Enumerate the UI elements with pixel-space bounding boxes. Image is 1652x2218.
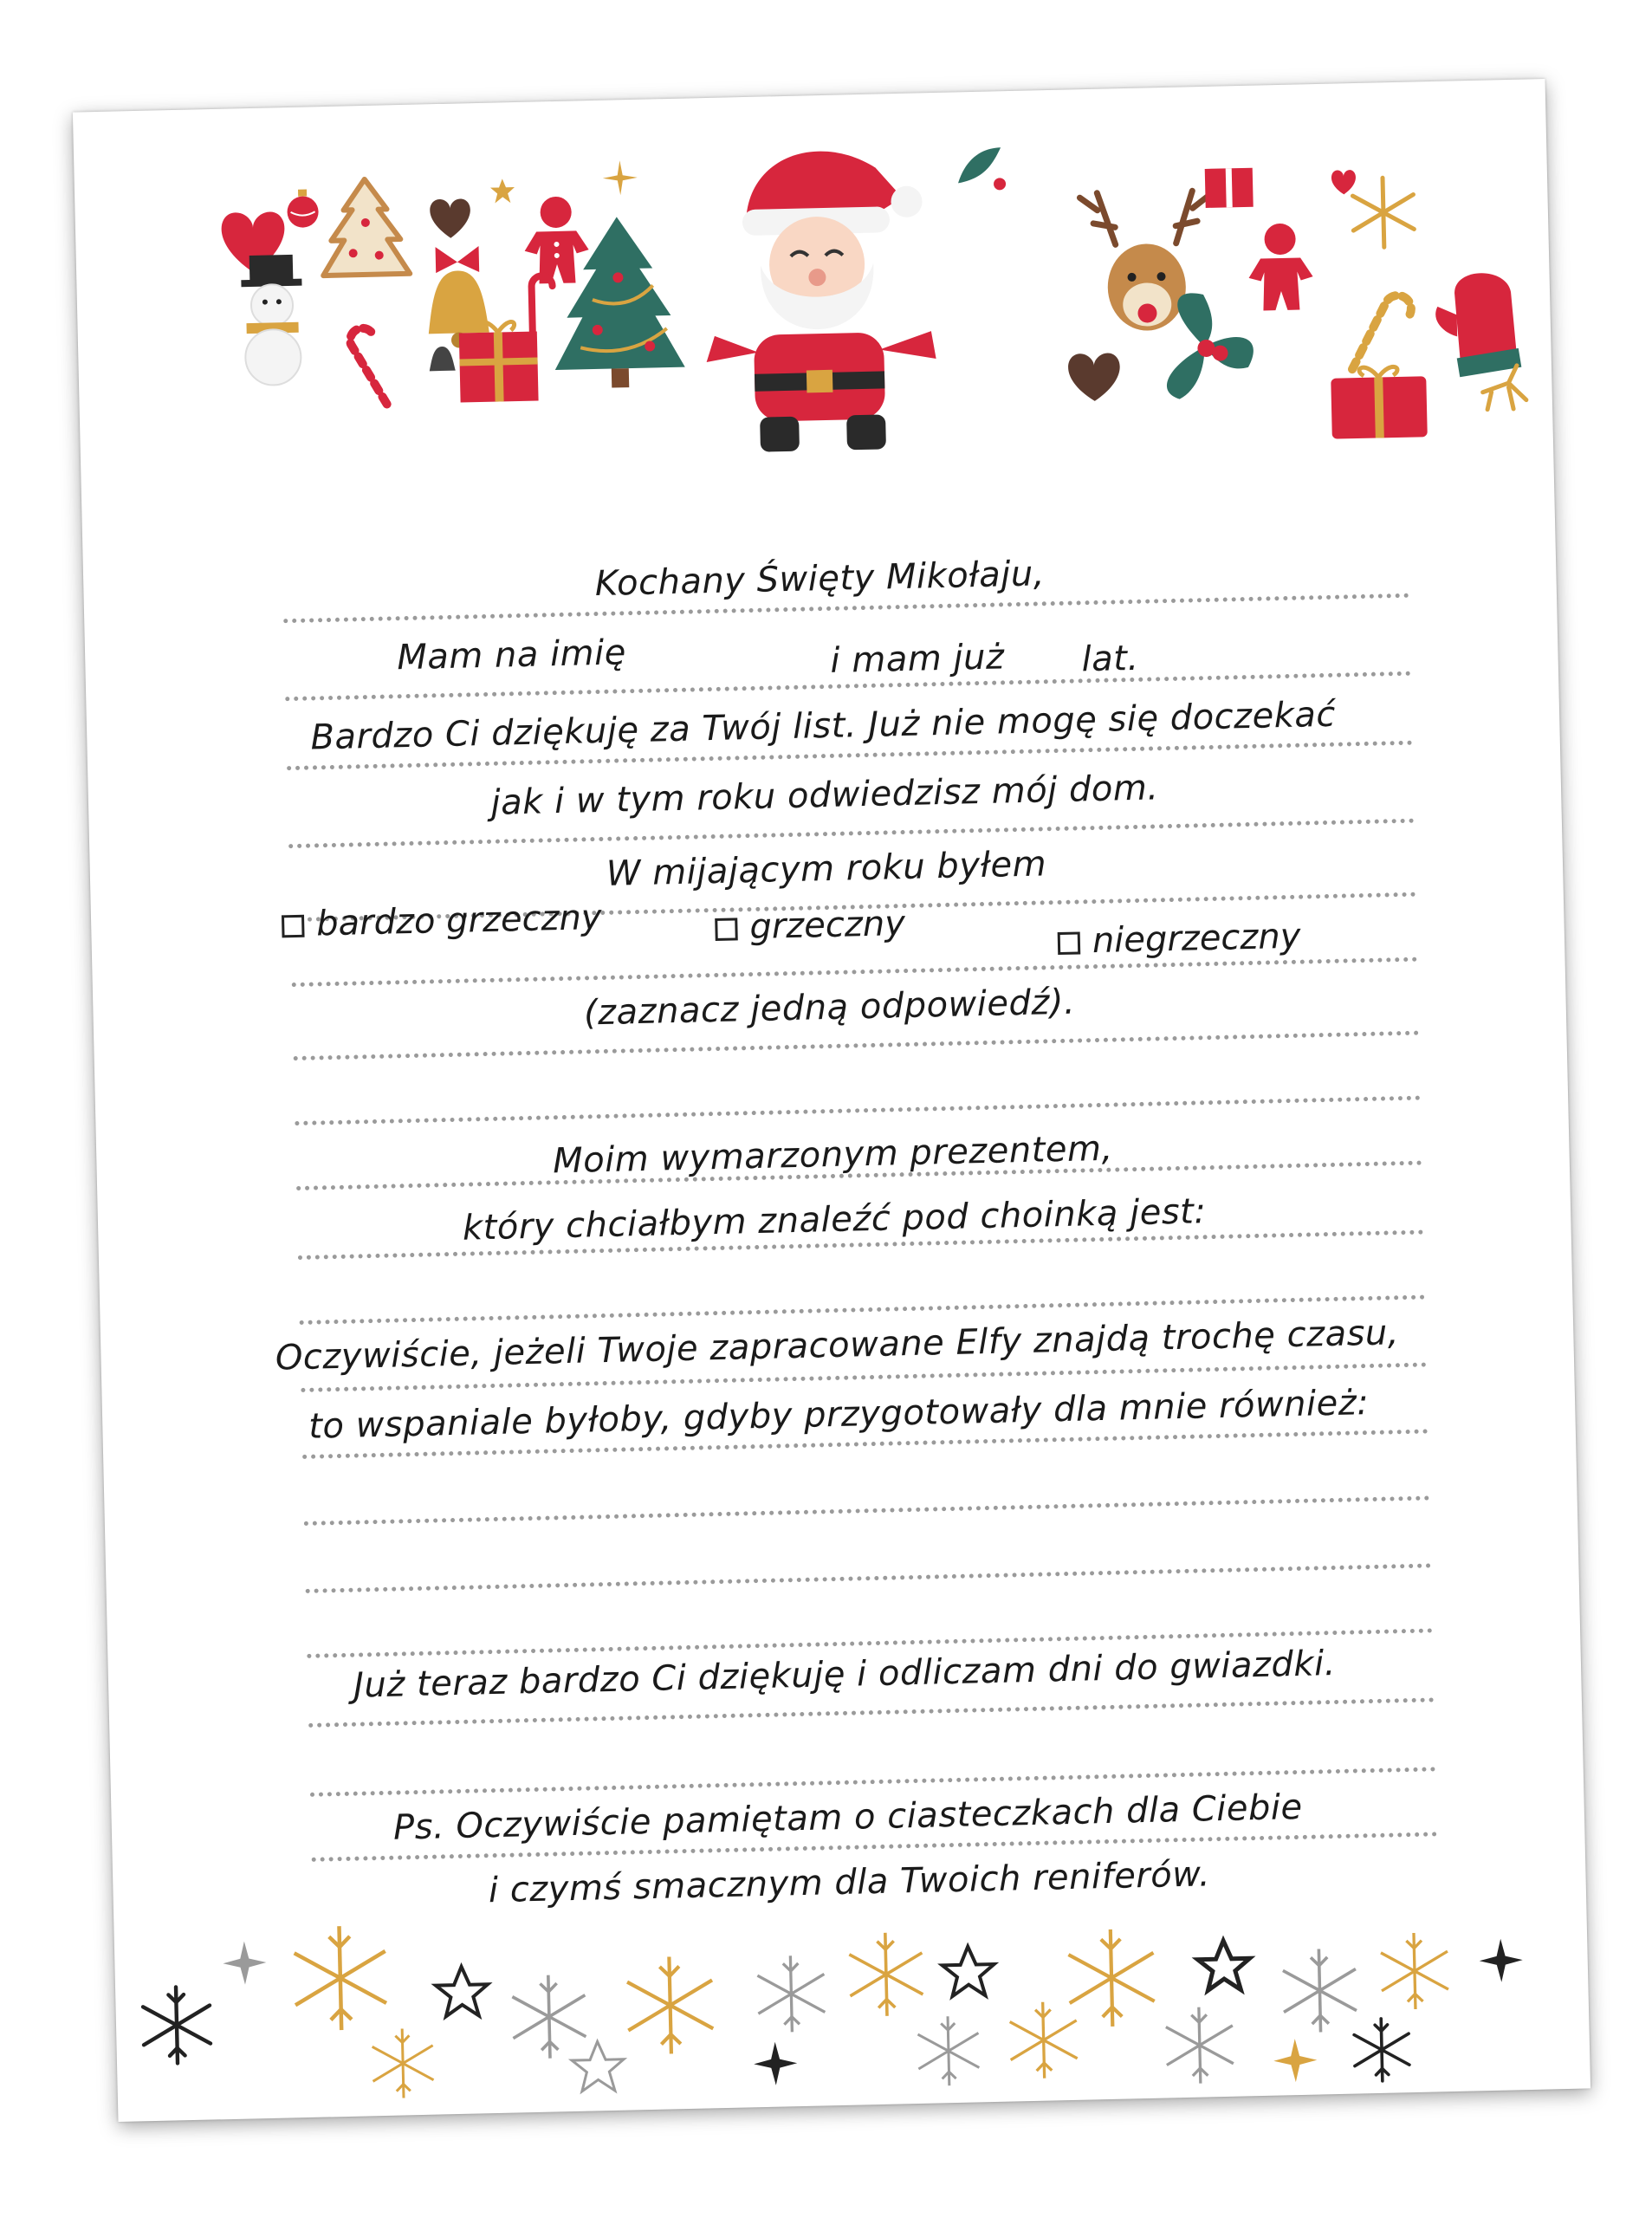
option-good[interactable]: [715, 904, 905, 948]
snowflake-icon: [1165, 2007, 1234, 2085]
snowflake-icon: [294, 1925, 387, 2031]
gift-line-2: który chciałbym znaleźć pod choinką jest:: [462, 1191, 1207, 1248]
bauble-icon: [287, 189, 319, 228]
star-icon: [942, 1946, 994, 1996]
elves-line-1: Oczywiście, jeżeli Twoje zapracowane Elfy znajdą trochę czasu,: [275, 1313, 1400, 1378]
bottom-decoration-banner: [113, 1863, 1590, 2122]
option-naughty[interactable]: [1057, 917, 1301, 962]
snowflake-icon: [1068, 1929, 1156, 2027]
star-icon: [754, 2041, 798, 2085]
top-decoration-banner: [73, 79, 1553, 476]
snowflake-icon: [1009, 2001, 1078, 2079]
gift-icon: [459, 321, 539, 403]
writing-line: [295, 1096, 1421, 1125]
snowflake-icon: [757, 1955, 826, 2033]
behavior-intro: W mijającym roku byłem: [606, 844, 1047, 894]
heart-icon: [1068, 353, 1121, 401]
options-hint: (zaznacz jedną odpowiedź).: [583, 982, 1076, 1034]
star-icon: [572, 2041, 625, 2092]
heart-icon: [430, 198, 471, 238]
elves-line-2: to wspaniale byłoby, gdyby przygotowały dla mnie również:: [308, 1383, 1370, 1447]
snowflake-icon: [143, 1987, 211, 2065]
snowflake-icon: [1354, 2018, 1410, 2081]
checkbox-very-good[interactable]: [282, 915, 305, 938]
star-icon: [602, 160, 638, 196]
gingerbread-tree-icon: [321, 178, 410, 276]
letter-sheet: [73, 79, 1590, 2122]
option-very-good[interactable]: [282, 898, 602, 944]
age-unit: lat.: [1081, 638, 1140, 680]
snowflake-icon: [626, 1955, 714, 2054]
letter-greeting: Kochany Święty Mikołaju,: [594, 554, 1046, 605]
star-icon: [1273, 2039, 1318, 2083]
writing-line: [306, 1563, 1432, 1592]
holly-icon: [1165, 292, 1255, 399]
gingerbread-man-icon: [523, 196, 589, 284]
candy-cane-icon: [531, 276, 553, 332]
ps-line-2: i czymś smacznym dla Twoich reniferów.: [488, 1854, 1211, 1911]
writing-line: [304, 1495, 1430, 1525]
mitten-icon: [1435, 272, 1521, 378]
option-very-good-label: bardzo grzeczny: [315, 897, 603, 944]
gift-icon: [1331, 366, 1428, 439]
letter-line-2: jak i w tym roku odwiedzisz mój dom.: [490, 768, 1159, 823]
snowflake-icon: [849, 1932, 923, 2017]
candy-cane-icon: [1351, 295, 1412, 369]
star-icon: [490, 178, 515, 204]
heart-icon: [1331, 170, 1357, 195]
star-icon: [1479, 1938, 1523, 1982]
option-good-label: grzeczny: [748, 904, 906, 948]
checkbox-naughty[interactable]: [1058, 931, 1081, 955]
snowman-icon: [241, 255, 304, 386]
snowflake-icon: [372, 2028, 434, 2099]
snowflake-icon: [1380, 1932, 1448, 2010]
star-icon: [1197, 1940, 1250, 1990]
snowflake-icon: [917, 2015, 980, 2086]
bell-icon: [429, 347, 456, 372]
candy-cane-icon: [350, 328, 387, 405]
gift-line-1: Moim wymarzonym prezentem,: [552, 1128, 1114, 1182]
star-icon: [223, 1941, 267, 1985]
gingerbread-man-icon: [1247, 223, 1313, 311]
age-label: i mam już: [829, 637, 1005, 681]
name-label: Mam na imię: [396, 632, 627, 678]
snowflake-icon: [1282, 1949, 1357, 2033]
ps-line-1: Ps. Oczywiście pamiętam o ciasteczkach dla Ciebie: [392, 1787, 1304, 1848]
star-icon: [436, 1966, 489, 2016]
checkbox-good[interactable]: [715, 918, 738, 941]
letter-line-1: Bardzo Ci dziękuję za Twój list. Już nie mogę się doczekać: [310, 694, 1337, 758]
holly-icon: [957, 147, 1006, 191]
santa-icon: [702, 149, 938, 453]
snowflake-icon: [1352, 178, 1415, 249]
option-naughty-label: niegrzeczny: [1092, 916, 1301, 962]
snowflake-icon: [512, 1975, 586, 2059]
gift-icon: [1205, 168, 1254, 208]
thanks-line: Już teraz bardzo Ci dziękuję i odliczam dni do gwiazdki.: [353, 1643, 1337, 1706]
